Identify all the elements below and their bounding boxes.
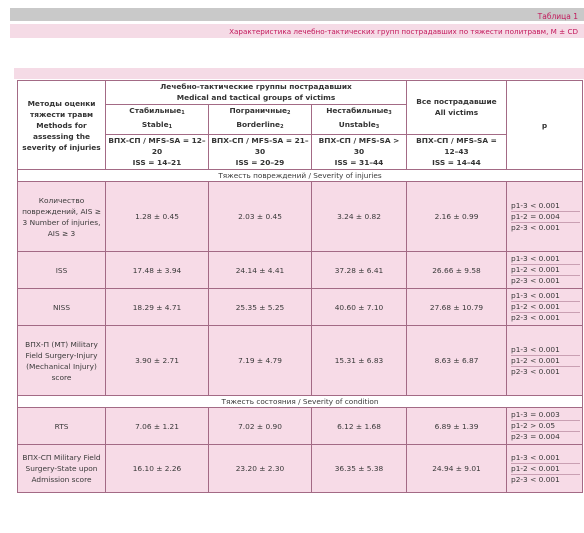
p-cell bbox=[507, 252, 583, 289]
stable-iss-range: ISS = 14–21 bbox=[132, 158, 182, 168]
groups-ru: Лечебно-тактические группы пострадавших bbox=[160, 82, 352, 92]
unstable-score-range: ВПХ-СП / MFS-SA > 30 bbox=[318, 136, 400, 157]
p-value: p2-3 < 0.001 bbox=[511, 222, 580, 233]
stable-en: Stable bbox=[141, 120, 169, 130]
table-top-band bbox=[14, 68, 584, 79]
p-value: p1-3 = 0.003 bbox=[511, 410, 560, 419]
method-cell: ВПХ-СП Military Field Surgery-State upon Admission score bbox=[18, 445, 106, 493]
section-injuries: Тяжесть повреждений / Severity of injuries bbox=[18, 170, 583, 182]
table-row bbox=[18, 289, 583, 326]
value-cell: 2.03 ± 0.45 bbox=[209, 182, 312, 252]
borderline-sub-en: 2 bbox=[280, 124, 284, 131]
borderline-header bbox=[209, 104, 312, 134]
value-cell: 36.35 ± 5.38 bbox=[312, 445, 407, 493]
table-row bbox=[18, 408, 583, 445]
table-row bbox=[18, 182, 583, 252]
groups-header bbox=[106, 81, 407, 105]
p-cell bbox=[507, 326, 583, 396]
value-cell: 26.66 ± 9.58 bbox=[407, 252, 507, 289]
methods-ru: Методы оценки тяжести травм bbox=[27, 98, 96, 119]
value-cell: 3.90 ± 2.71 bbox=[106, 326, 209, 396]
p-cell bbox=[507, 408, 583, 445]
p-value: p1-3 < 0.001 bbox=[511, 200, 560, 210]
all-score bbox=[407, 134, 507, 169]
value-cell: 7.02 ± 0.90 bbox=[209, 408, 312, 445]
value-cell: 3.24 ± 0.82 bbox=[312, 182, 407, 252]
p-value: p2-3 < 0.001 bbox=[511, 312, 580, 323]
p-value: p1-2 < 0.001 bbox=[511, 264, 580, 275]
stable-sub-en: 1 bbox=[168, 124, 173, 131]
value-cell: 18.29 ± 4.71 bbox=[106, 289, 209, 326]
value-cell: 25.35 ± 5.25 bbox=[209, 289, 312, 326]
borderline-ru: Пограничные bbox=[229, 106, 288, 116]
unstable-en: Unstable bbox=[338, 120, 376, 130]
p-value: p1-3 < 0.001 bbox=[511, 291, 560, 300]
all-score-range: ВПХ-СП / MFS-SA = 12–43 bbox=[416, 136, 497, 157]
table-row bbox=[18, 252, 583, 289]
borderline-iss-range: ISS = 20–29 bbox=[235, 158, 285, 168]
unstable-ru: Нестабильные bbox=[326, 106, 389, 116]
borderline-sub: 2 bbox=[287, 110, 291, 117]
unstable-sub-en: 3 bbox=[375, 124, 380, 131]
groups-en: Medical and tactical groups of victims bbox=[176, 93, 336, 103]
table-caption: Характеристика лечебно-тактических групп пострадавших по тяжести политравм, M ± CD bbox=[229, 27, 578, 36]
p-value: p1-3 < 0.001 bbox=[511, 452, 560, 462]
borderline-score bbox=[209, 134, 312, 169]
value-cell: 7.19 ± 4.79 bbox=[209, 326, 312, 396]
top-bar bbox=[10, 8, 584, 21]
value-cell: 2.16 ± 0.99 bbox=[407, 182, 507, 252]
value-cell: 37.28 ± 6.41 bbox=[312, 252, 407, 289]
p-value: p1-2 > 0.05 bbox=[511, 420, 580, 431]
all-iss-range: ISS = 14–44 bbox=[432, 158, 481, 168]
p-value: p2-3 = 0.004 bbox=[511, 431, 580, 442]
method-cell: ISS bbox=[18, 252, 106, 289]
p-cell bbox=[507, 445, 583, 493]
value-cell: 8.63 ± 6.87 bbox=[407, 326, 507, 396]
all-header bbox=[407, 81, 507, 135]
value-cell: 1.28 ± 0.45 bbox=[106, 182, 209, 252]
p-value: p2-3 < 0.001 bbox=[511, 275, 580, 286]
section-row bbox=[18, 170, 583, 182]
p-value: p1-2 < 0.001 bbox=[511, 463, 580, 474]
p-cell bbox=[507, 182, 583, 252]
value-cell: 40.60 ± 7.10 bbox=[312, 289, 407, 326]
stable-ru: Стабильные bbox=[129, 106, 182, 116]
section-row bbox=[18, 396, 583, 408]
value-cell: 24.14 ± 4.41 bbox=[209, 252, 312, 289]
data-table bbox=[17, 80, 583, 493]
p-value: p1-2 = 0.004 bbox=[511, 211, 580, 222]
stable-sub: 1 bbox=[181, 110, 185, 117]
section-condition: Тяжесть состояния / Severity of condition bbox=[18, 396, 583, 408]
value-cell: 15.31 ± 6.83 bbox=[312, 326, 407, 396]
p-value: p1-2 < 0.001 bbox=[511, 301, 580, 312]
value-cell: 24.94 ± 9.01 bbox=[407, 445, 507, 493]
methods-en: Methods for assessing the severity of injuries bbox=[22, 120, 101, 152]
unstable-iss-range: ISS = 31–44 bbox=[334, 158, 384, 168]
header-row-1 bbox=[18, 81, 583, 105]
value-cell: 16.10 ± 2.26 bbox=[106, 445, 209, 493]
borderline-score-range: ВПХ-СП / MFS-SA = 21–30 bbox=[211, 136, 309, 157]
value-cell: 6.12 ± 1.68 bbox=[312, 408, 407, 445]
unstable-header bbox=[312, 104, 407, 134]
methods-header bbox=[18, 81, 106, 170]
value-cell: 23.20 ± 2.30 bbox=[209, 445, 312, 493]
stable-header bbox=[106, 104, 209, 134]
p-value: p2-3 < 0.001 bbox=[511, 474, 580, 485]
table-row bbox=[18, 326, 583, 396]
method-cell: ВПХ-П (МТ) Military Field Surgery-Injury (Mechanical Injury) score bbox=[18, 326, 106, 396]
p-value: p1-2 < 0.001 bbox=[511, 355, 580, 366]
stable-score bbox=[106, 134, 209, 169]
all-en: All victims bbox=[434, 108, 479, 118]
value-cell: 17.48 ± 3.94 bbox=[106, 252, 209, 289]
unstable-sub: 3 bbox=[388, 110, 392, 117]
p-value: p1-3 < 0.001 bbox=[511, 344, 560, 354]
unstable-score bbox=[312, 134, 407, 169]
table-row bbox=[18, 445, 583, 493]
borderline-en: Borderline bbox=[236, 120, 281, 130]
p-value: p2-3 < 0.001 bbox=[511, 366, 580, 377]
value-cell: 27.68 ± 10.79 bbox=[407, 289, 507, 326]
value-cell: 7.06 ± 1.21 bbox=[106, 408, 209, 445]
p-value: p1-3 < 0.001 bbox=[511, 254, 560, 263]
method-cell: NISS bbox=[18, 289, 106, 326]
table-number: Таблица 1 bbox=[537, 12, 578, 21]
value-cell: 6.89 ± 1.39 bbox=[407, 408, 507, 445]
p-cell bbox=[507, 289, 583, 326]
method-cell: Количество повреждений, AIS ≥ 3 Number of injuries, AIS ≥ 3 bbox=[18, 182, 106, 252]
method-cell: RTS bbox=[18, 408, 106, 445]
p-header: p bbox=[507, 81, 583, 170]
all-ru: Все пострадавшие bbox=[416, 97, 497, 107]
stable-score-range: ВПХ-СП / MFS-SA = 12–20 bbox=[108, 136, 206, 157]
